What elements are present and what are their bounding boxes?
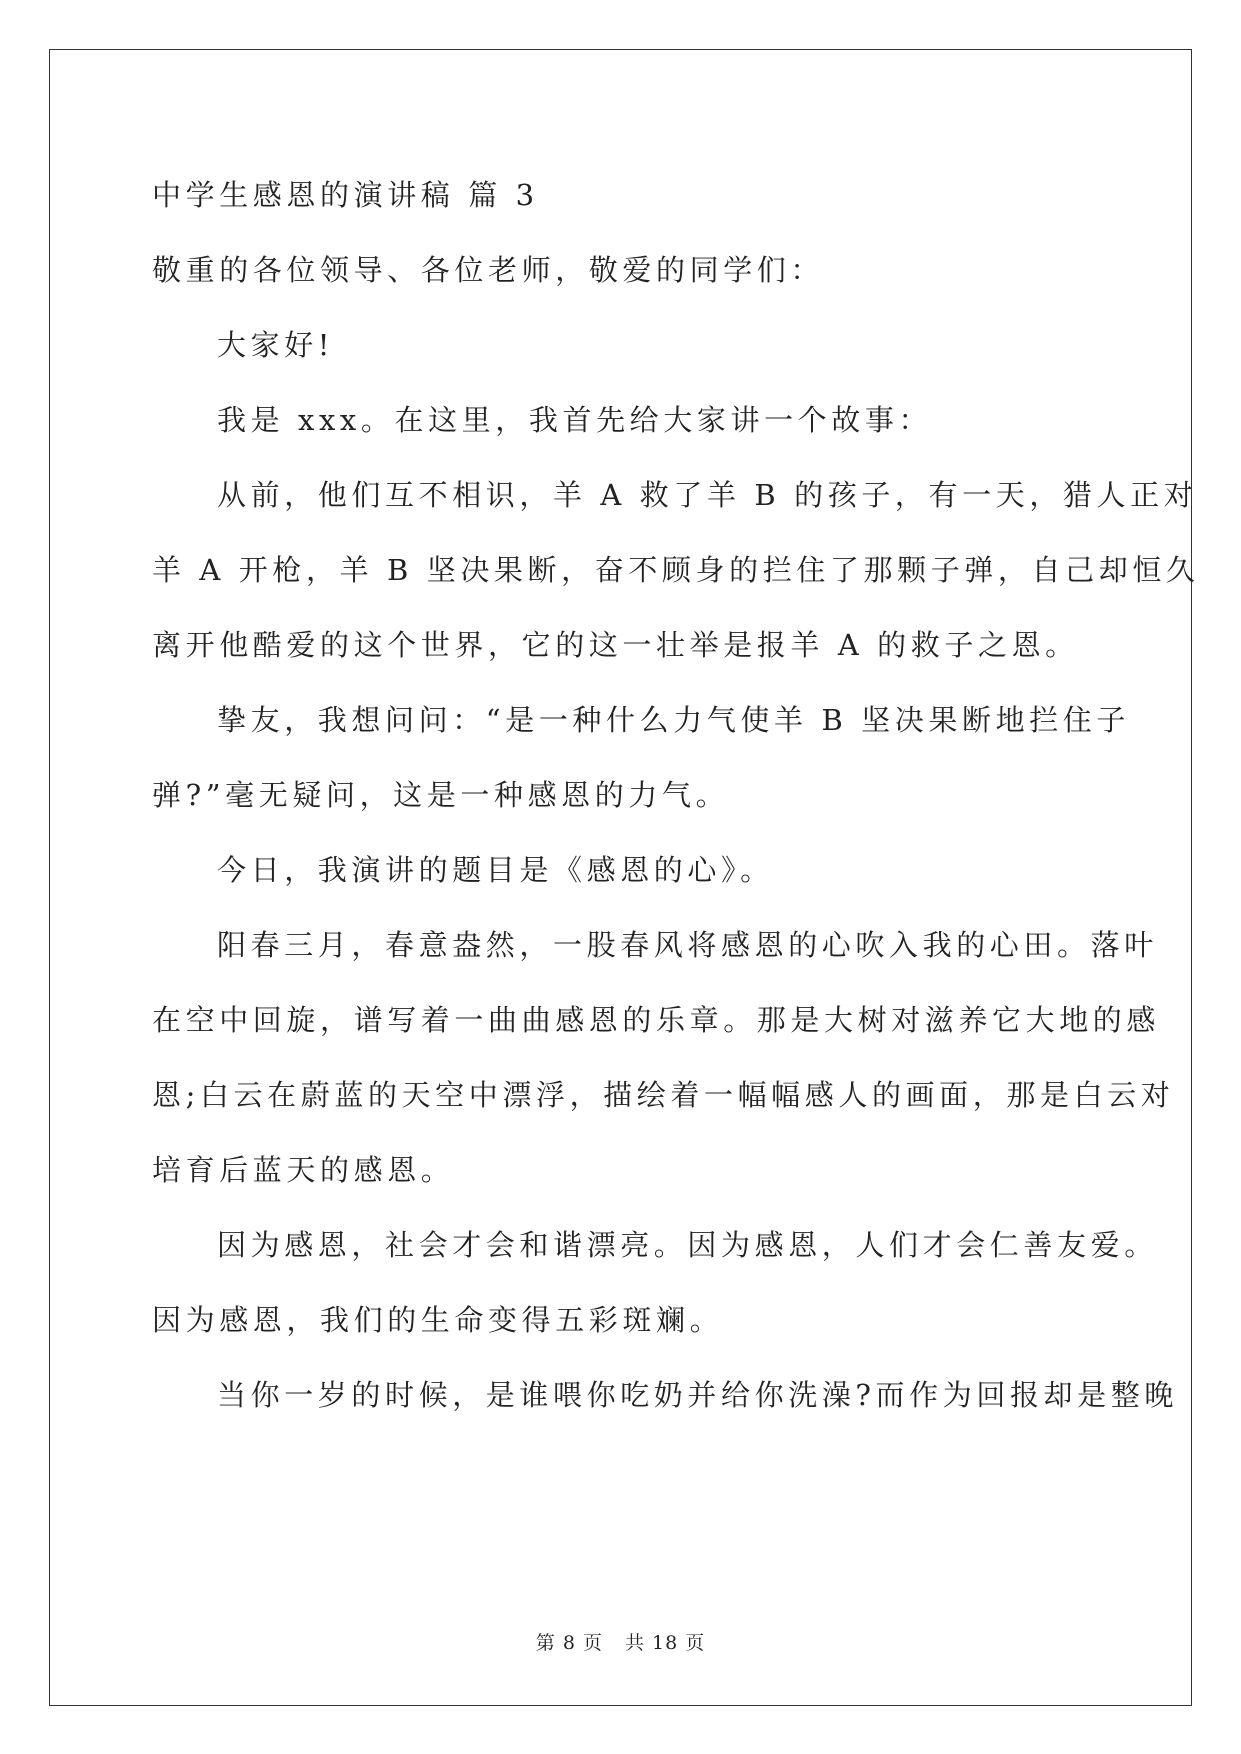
paragraph-line: 恩;白云在蔚蓝的天空中漂浮，描绘着一幅幅感人的画面，那是白云对 (152, 1078, 1175, 1112)
paragraph-line: 阳春三月，春意盎然，一股春风将感恩的心吹入我的心田。落叶 (217, 928, 1158, 962)
paragraph-line: 挚友，我想问问：“是一种什么力气使羊 B 坚决果断地拦住子 (217, 703, 1130, 737)
paragraph-line: 在空中回旋，谱写着一曲曲感恩的乐章。那是大树对滋养它大地的感 (152, 1003, 1161, 1037)
salutation: 敬重的各位领导、各位老师，敬爱的同学们： (152, 253, 825, 287)
paragraph-line: 今日，我演讲的题目是《感恩的心》。 (217, 853, 774, 887)
page-footer (0, 1628, 1241, 1655)
paragraph-line: 当你一岁的时候，是谁喂你吃奶并给你洗澡?而作为回报却是整晚 (217, 1378, 1178, 1412)
document-body (152, 158, 1200, 1433)
paragraph-line: 从前，他们互不相识，羊 A 救了羊 B 的孩子，有一天，猎人正对 (217, 478, 1198, 512)
paragraph-line: 因为感恩，我们的生命变得五彩斑斓。 (152, 1303, 724, 1337)
page-number: 第 8 页 (535, 1632, 603, 1654)
paragraph-line: 离开他酷爱的这个世界，它的这一壮举是报羊 A 的救子之恩。 (152, 628, 1079, 662)
paragraph-line: 羊 A 开枪，羊 B 坚决果断，奋不顾身的拦住了那颗子弹，自己却恒久 (152, 553, 1200, 587)
document-title: 中学生感恩的演讲稿 篇 3 (152, 178, 539, 212)
paragraph-line: 我是 xxx。在这里，我首先给大家讲一个故事： (217, 403, 933, 437)
paragraph-line: 培育后蓝天的感恩。 (152, 1153, 455, 1187)
paragraph-line: 大家好! (217, 328, 335, 362)
paragraph-line: 因为感恩，社会才会和谐漂亮。因为感恩，人们才会仁善友爱。 (217, 1228, 1158, 1262)
page-total: 共 18 页 (624, 1632, 706, 1654)
paragraph-line: 弹?”毫无疑问，这是一种感恩的力气。 (152, 778, 730, 812)
